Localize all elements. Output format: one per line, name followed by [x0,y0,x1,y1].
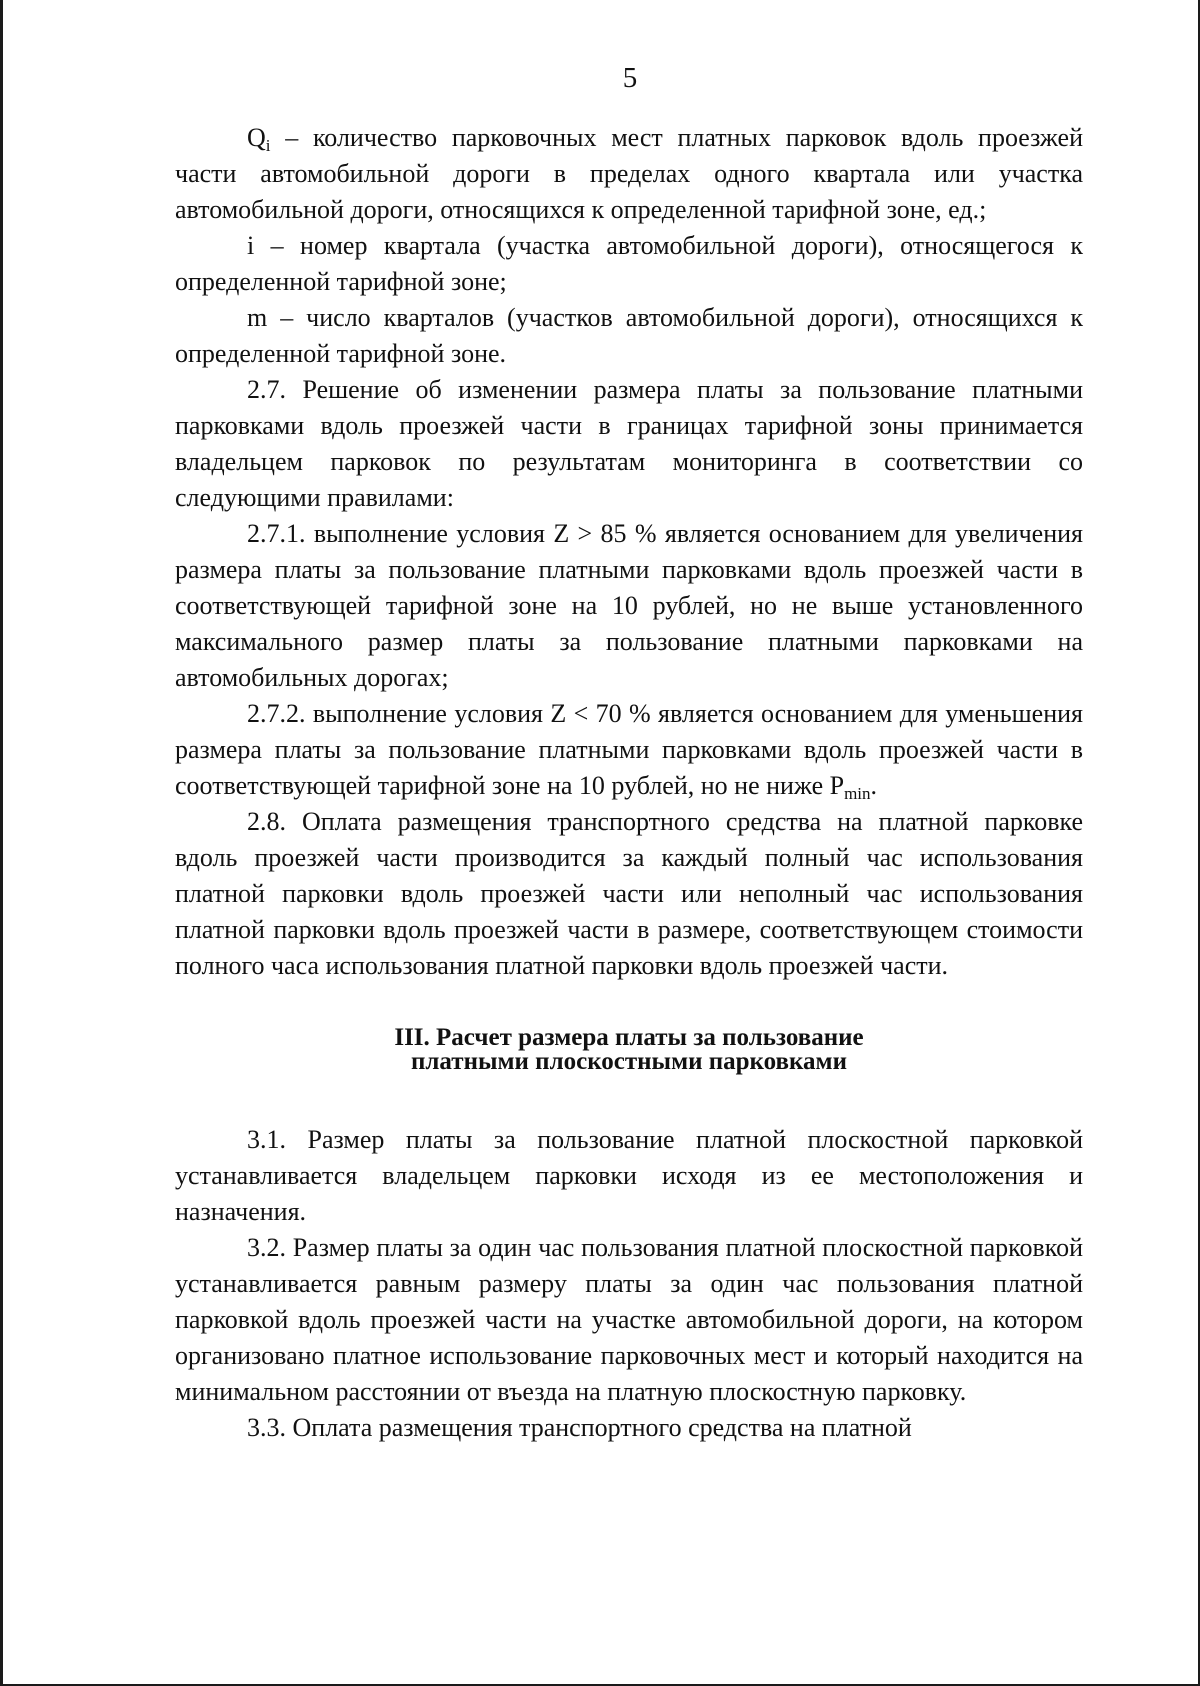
paragraph-m-definition [175,300,1083,372]
paragraphs-before-heading [175,120,1083,984]
text-run: 3.3. Оплата размещения транспортного средства на платной [247,1413,912,1442]
text-run: 2.7. Решение об изменении размера платы за пользование платными парковками вдоль проезжей части в границах тарифной зоны принимается владельцем парковок по результатам мониторинга в соответствии со следующими правилами: [175,375,1083,512]
text-run: m – число кварталов (участков автомобильной дороги), относящихся к определенной тарифной зоне. [175,303,1083,368]
paragraph-clause-3-2 [175,1230,1083,1410]
text-run: – количество парковочных мест платных парковок вдоль проезжей части автомобильной дороги в пределах одного квартала или участка автомобильной дороги, относящихся к определенной тарифной зоне, ед.; [175,123,1083,224]
paragraph-clause-2-7-1 [175,516,1083,696]
paragraph-clause-2-7 [175,372,1083,516]
paragraph-i-definition [175,228,1083,300]
text-run: 2.7.2. выполнение условия Z < 70 % является основанием для уменьшения размера платы за пользование платными парковками вдоль проезжей части в соответствующей тарифной зоне на 10 рублей, но не ниже P [175,699,1083,800]
text-run: Q [247,123,266,152]
paragraph-clause-2-8 [175,804,1083,984]
subscript: min [844,784,871,803]
paragraph-clause-3-3 [175,1410,1083,1446]
scan-edge-left [0,0,3,1686]
text-run: . [870,771,878,800]
subscript: i [265,136,271,155]
page-number: 5 [622,62,638,94]
text-run: i – номер квартала (участка автомобильной дороги), относящегося к определенной тарифной зоне; [175,231,1083,296]
text-run: 2.8. Оплата размещения транспортного средства на платной парковке вдоль проезжей части производится за каждый полный час использования платной парковки вдоль проезжей части или неполный час использования платной парковки вдоль проезжей части в размере, соответствующем стоимости полного часа использования платной парковки вдоль проезжей части. [175,807,1083,980]
section-heading-line-1: III. Расчет размера платы за пользование [394,1024,864,1051]
text-run: 3.2. Размер платы за один час пользования платной плоскостной парковкой устанавливается равным размеру платы за один час пользования платной парковкой вдоль проезжей части на участке автомобильной дороги, на котором организовано платное использование парковочных мест и который находится на минимальном расстоянии от въезда на платную плоскостную парковку. [175,1233,1083,1406]
paragraphs-after-heading [175,1122,1083,1446]
section-heading [175,1026,1083,1074]
section-heading-line-2: платными плоскостными парковками [411,1048,847,1075]
text-run: 2.7.1. выполнение условия Z > 85 % является основанием для увеличения размера платы за пользование платными парковками вдоль проезжей части в соответствующей тарифной зоне на 10 рублей, но не выше установленного максимального размер платы за пользование платными парковками на автомобильных дорогах; [175,519,1083,692]
document-body [175,120,1083,1446]
text-run: 3.1. Размер платы за пользование платной плоскостной парковкой устанавливается владельцем парковки исходя из ее местоположения и назначения. [175,1125,1083,1226]
paragraph-clause-3-1 [175,1122,1083,1230]
paragraph-clause-2-7-2 [175,696,1083,804]
paragraph-qi-definition [175,120,1083,228]
